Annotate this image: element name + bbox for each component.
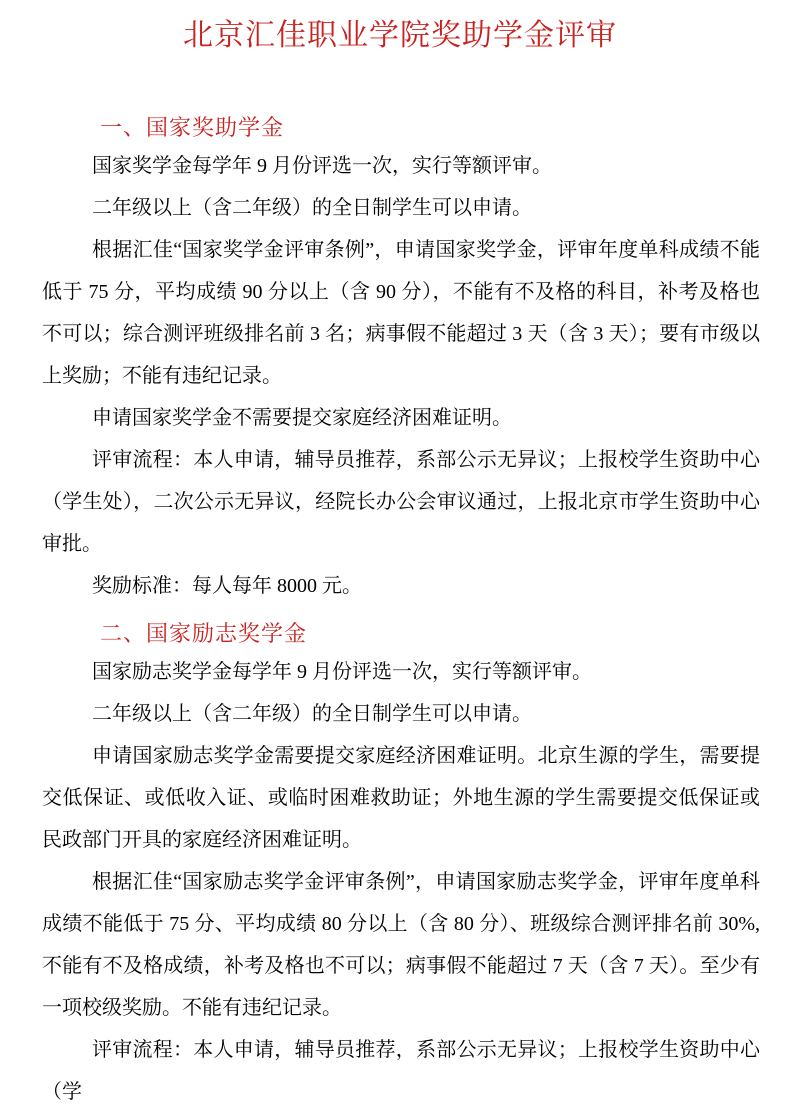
section-1-paragraph-1: 国家奖学金每学年 9 月份评选一次，实行等额评审。 — [92, 155, 552, 177]
document-body — [0, 113, 800, 1113]
section-1-paragraph-3: 根据汇佳“国家奖学金评审条例”，申请国家奖学金，评审年度单科成绩不能低于 75 分，平均成绩 90 分以上（含 90 分），不能有不及格的科目，补考及格也不可以；综合测评班级排名前 3 名；病事假不能超过 3 天（含 3 天）；要有市级以上奖励；不能有违纪记录。 — [42, 239, 760, 387]
section-2-paragraph-3: 申请国家励志奖学金需要提交家庭经济困难证明。北京生源的学生，需要提交低保证、或低收入证、或临时困难救助证；外地生源的学生需要提交低保证或民政部门开具的家庭经济困难证明。 — [42, 745, 760, 851]
section-2-heading: 二、国家励志奖学金 — [100, 621, 308, 646]
section-1-paragraph-4: 申请国家奖学金不需要提交家庭经济困难证明。 — [92, 407, 512, 429]
section-2-paragraph-5: 评审流程：本人申请，辅导员推荐，系部公示无异议；上报校学生资助中心（学 — [42, 1039, 760, 1103]
section-1-paragraph-5: 评审流程：本人申请，辅导员推荐，系部公示无异议；上报校学生资助中心（学生处），二次公示无异议，经院长办公会审议通过，上报北京市学生资助中心审批。 — [42, 449, 760, 555]
document-page — [0, 16, 800, 1103]
section-2-paragraph-4: 根据汇佳“国家励志奖学金评审条例”，申请国家励志奖学金，评审年度单科成绩不能低于 75 分、平均成绩 80 分以上（含 80 分）、班级综合测评排名前 30%, 不能有不及格成绩，补考及格也不可以；病事假不能超过 7 天（含 7 天）。至少有一项校级奖励。不能有违纪记录。 — [42, 871, 760, 1019]
section-1-heading: 一、国家奖助学金 — [100, 115, 285, 140]
document-title: 北京汇佳职业学院奖助学金评审 — [183, 19, 617, 52]
section-1-paragraph-6: 奖励标准：每人每年 8000 元。 — [92, 575, 362, 597]
section-2-paragraph-1: 国家励志奖学金每学年 9 月份评选一次，实行等额评审。 — [92, 661, 592, 683]
section-1-paragraph-2: 二年级以上（含二年级）的全日制学生可以申请。 — [92, 197, 532, 219]
section-2-paragraph-2: 二年级以上（含二年级）的全日制学生可以申请。 — [92, 703, 532, 725]
